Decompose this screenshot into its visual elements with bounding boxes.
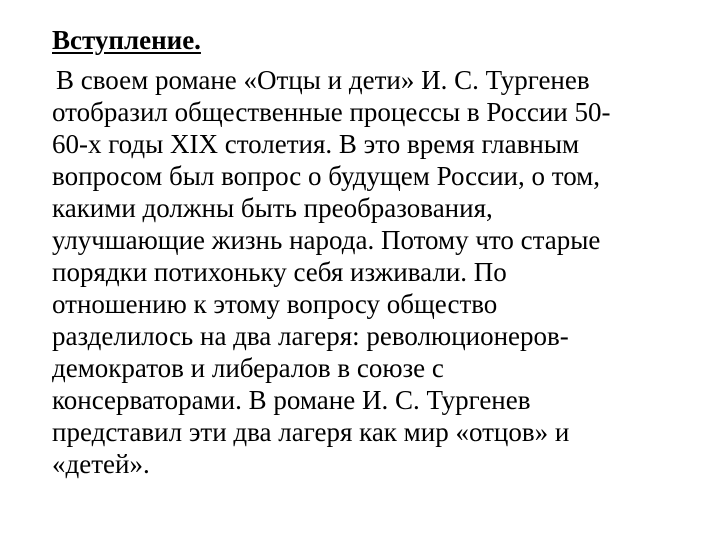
text-line: порядки потихоньку себя изживали. По [52, 257, 507, 287]
text-line: демократов и либералов в союзе с [52, 353, 444, 383]
text-line: В своем романе «Отцы и дети» И. С. Тургенев [56, 65, 590, 95]
text-line: разделилось на два лагеря: революционеров- [52, 321, 569, 351]
text-line: отобразил общественные процессы в России 50- [52, 97, 611, 127]
text-line: какими должны быть преобразования, [52, 193, 493, 223]
text-line: 60-х годы XIX столетия. В это время главным [52, 129, 580, 159]
text-line: консерваторами. В романе И. С. Тургенев [52, 385, 531, 415]
text-line: вопросом был вопрос о будущем России, о том, [52, 161, 601, 191]
text-line: улучшающие жизнь народа. Потому что старые [52, 225, 601, 255]
text-line: «детей». [52, 449, 150, 479]
text-line: представил эти два лагеря как мир «отцов» и [52, 417, 570, 447]
text-line: отношению к этому вопросу общество [52, 289, 498, 319]
slide-heading: Вступление. [52, 25, 201, 55]
slide-body-text [52, 64, 684, 480]
